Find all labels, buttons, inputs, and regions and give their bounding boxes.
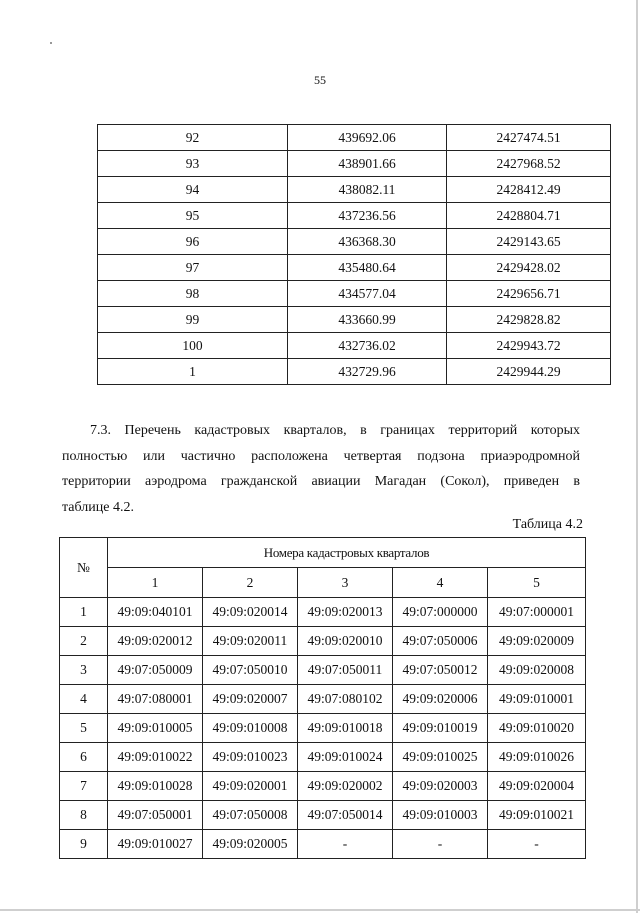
cadastral-number-cell: 49:09:010026 (488, 743, 586, 772)
y-coordinate-cell: 2429943.72 (447, 333, 611, 359)
table-row (60, 801, 586, 830)
cadastral-number-cell: 49:09:020001 (203, 772, 298, 801)
table-row (98, 151, 611, 177)
y-coordinate-cell: 2429828.82 (447, 307, 611, 333)
cadastral-number-cell: 49:09:010021 (488, 801, 586, 830)
coordinates-table (97, 124, 611, 385)
x-coordinate-cell: 437236.56 (288, 203, 447, 229)
table-row (98, 307, 611, 333)
scan-speck (50, 42, 52, 44)
row-number-cell: 2 (60, 627, 108, 656)
cadastral-number-cell: 49:07:050011 (298, 656, 393, 685)
y-coordinate-cell: 2429143.65 (447, 229, 611, 255)
y-coordinate-cell: 2428804.71 (447, 203, 611, 229)
point-number-cell: 92 (98, 125, 288, 151)
y-coordinate-cell: 2427474.51 (447, 125, 611, 151)
y-coordinate-cell: 2429656.71 (447, 281, 611, 307)
table-row (60, 772, 586, 801)
cadastral-number-cell: 49:09:010025 (393, 743, 488, 772)
table-row (98, 203, 611, 229)
group-header: Номера кадастровых кварталов (108, 538, 586, 568)
table-row (60, 685, 586, 714)
cadastral-number-cell: 49:07:000001 (488, 598, 586, 627)
x-coordinate-cell: 433660.99 (288, 307, 447, 333)
cadastral-number-cell: 49:09:020011 (203, 627, 298, 656)
paragraph-line: территории аэродрома гражданской авиации Магадан (Сокол), приведен в (62, 474, 580, 489)
cadastral-number-cell: 49:09:010024 (298, 743, 393, 772)
x-coordinate-cell: 438082.11 (288, 177, 447, 203)
cadastral-number-cell: 49:09:020006 (393, 685, 488, 714)
cadastral-number-cell: 49:09:010019 (393, 714, 488, 743)
cadastral-number-cell: 49:09:010028 (108, 772, 203, 801)
row-number-cell: 7 (60, 772, 108, 801)
row-number-cell: 3 (60, 656, 108, 685)
point-number-cell: 94 (98, 177, 288, 203)
row-number-cell: 8 (60, 801, 108, 830)
row-number-cell: 1 (60, 598, 108, 627)
table-row (98, 281, 611, 307)
table-row (98, 333, 611, 359)
cadastral-number-cell: 49:09:010018 (298, 714, 393, 743)
cadastral-number-cell: 49:07:050008 (203, 801, 298, 830)
cadastral-number-cell: 49:09:020007 (203, 685, 298, 714)
point-number-cell: 96 (98, 229, 288, 255)
cadastral-number-cell: 49:09:010003 (393, 801, 488, 830)
y-coordinate-cell: 2428412.49 (447, 177, 611, 203)
cadastral-number-cell: 49:07:050001 (108, 801, 203, 830)
x-coordinate-cell: 436368.30 (288, 229, 447, 255)
table-row (60, 743, 586, 772)
row-number-cell: 5 (60, 714, 108, 743)
cadastral-number-cell: 49:09:010001 (488, 685, 586, 714)
table-row (60, 656, 586, 685)
column-header: 2 (203, 568, 298, 598)
cadastral-number-cell: 49:09:020013 (298, 598, 393, 627)
cadastral-number-cell: 49:07:050012 (393, 656, 488, 685)
column-header: 3 (298, 568, 393, 598)
paragraph-line: полностью или частично расположена четвертая подзона приаэродромной (62, 448, 580, 464)
cadastral-number-cell: 49:09:020014 (203, 598, 298, 627)
point-number-cell: 1 (98, 359, 288, 385)
column-header: 5 (488, 568, 586, 598)
column-header: 4 (393, 568, 488, 598)
cadastral-number-cell: 49:09:020004 (488, 772, 586, 801)
cadastral-number-cell: - (488, 830, 586, 859)
x-coordinate-cell: 432729.96 (288, 359, 447, 385)
cadastral-number-cell: 49:09:020002 (298, 772, 393, 801)
cadastral-number-cell: - (393, 830, 488, 859)
x-coordinate-cell: 434577.04 (288, 281, 447, 307)
cadastral-number-cell: 49:09:020012 (108, 627, 203, 656)
point-number-cell: 95 (98, 203, 288, 229)
cadastral-number-cell: 49:09:010005 (108, 714, 203, 743)
row-number-cell: 9 (60, 830, 108, 859)
point-number-cell: 97 (98, 255, 288, 281)
x-coordinate-cell: 432736.02 (288, 333, 447, 359)
cadastral-number-cell: 49:09:010027 (108, 830, 203, 859)
cadastral-number-cell: 49:09:020005 (203, 830, 298, 859)
cadastral-number-cell: 49:09:020010 (298, 627, 393, 656)
cadastral-number-cell: 49:07:050006 (393, 627, 488, 656)
cadastral-number-cell: 49:09:020003 (393, 772, 488, 801)
y-coordinate-cell: 2429428.02 (447, 255, 611, 281)
point-number-cell: 100 (98, 333, 288, 359)
cadastral-number-cell: 49:07:000000 (393, 598, 488, 627)
x-coordinate-cell: 438901.66 (288, 151, 447, 177)
cadastral-number-cell: 49:09:020008 (488, 656, 586, 685)
x-coordinate-cell: 439692.06 (288, 125, 447, 151)
cadastral-number-cell: 49:07:050010 (203, 656, 298, 685)
x-coordinate-cell: 435480.64 (288, 255, 447, 281)
table-row (98, 125, 611, 151)
cadastral-number-cell: 49:07:080001 (108, 685, 203, 714)
cadastral-number-cell: 49:09:010020 (488, 714, 586, 743)
table-row (60, 830, 586, 859)
y-coordinate-cell: 2429944.29 (447, 359, 611, 385)
table-row (60, 627, 586, 656)
table-row (98, 359, 611, 385)
cadastral-number-cell: 49:07:050009 (108, 656, 203, 685)
cadastral-number-cell: 49:09:040101 (108, 598, 203, 627)
cadastral-number-cell: 49:07:080102 (298, 685, 393, 714)
point-number-cell: 98 (98, 281, 288, 307)
point-number-cell: 99 (98, 307, 288, 333)
cadastral-number-cell: 49:09:010022 (108, 743, 203, 772)
paragraph-line: таблице 4.2. (62, 499, 134, 515)
point-number-cell: 93 (98, 151, 288, 177)
cadastral-number-cell: 49:09:010023 (203, 743, 298, 772)
page-number: 55 (314, 73, 326, 87)
cadastral-number-cell: 49:09:010008 (203, 714, 298, 743)
table-row (60, 598, 586, 627)
cadastral-number-cell: 49:09:020009 (488, 627, 586, 656)
table-row (98, 255, 611, 281)
page-edge (0, 909, 640, 911)
row-number-cell: 6 (60, 743, 108, 772)
number-header: № (60, 538, 108, 598)
page-edge (636, 0, 638, 913)
cadastral-number-cell: - (298, 830, 393, 859)
table-row (98, 177, 611, 203)
paragraph-line: 7.3. Перечень кадастровых кварталов, в границах территорий которых (90, 423, 580, 438)
table-row (98, 229, 611, 255)
row-number-cell: 4 (60, 685, 108, 714)
y-coordinate-cell: 2427968.52 (447, 151, 611, 177)
column-header: 1 (108, 568, 203, 598)
cadastral-number-cell: 49:07:050014 (298, 801, 393, 830)
table-row (60, 714, 586, 743)
cadastral-quarters-table (59, 537, 586, 859)
paragraph-7-3 (62, 418, 580, 520)
table-label: Таблица 4.2 (512, 517, 583, 532)
